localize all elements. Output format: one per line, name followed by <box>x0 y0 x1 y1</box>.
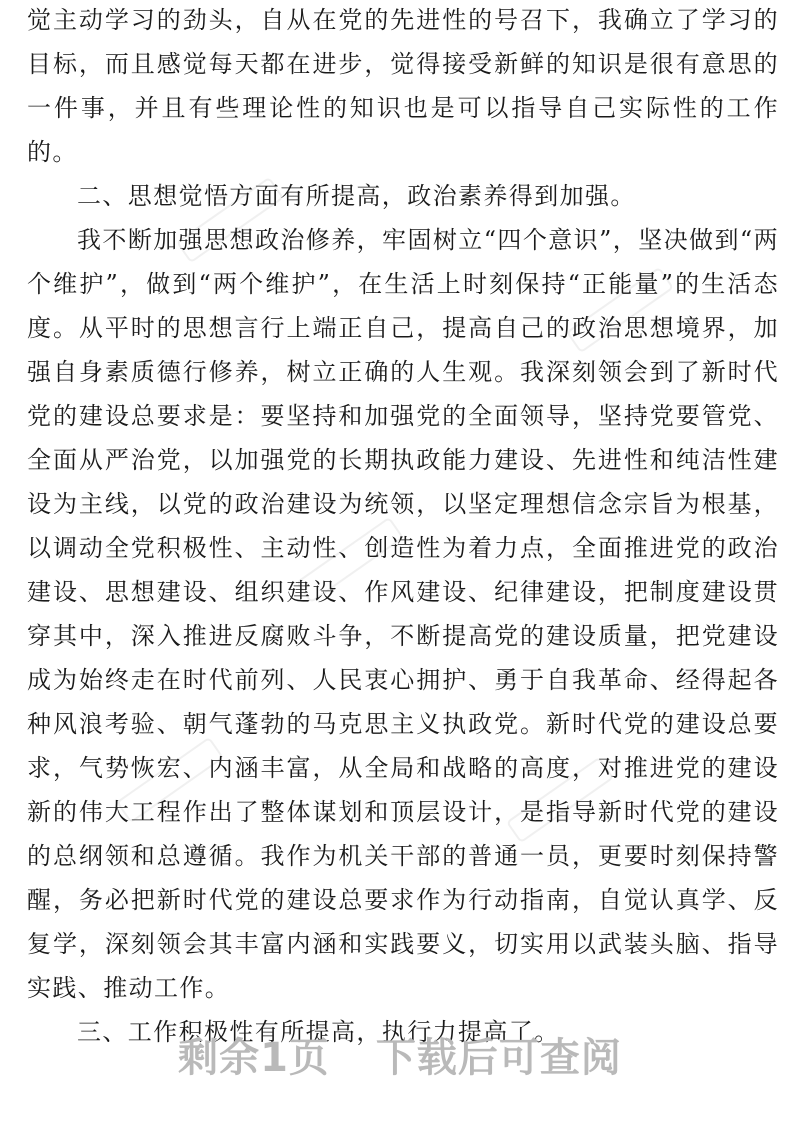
download-prompt-label: 下载后可查阅 <box>375 1035 622 1081</box>
paragraph-political-awareness: 我不断加强思想政治修养，牢固树立“四个意识”，坚决做到“两个维护”，做到“两个维护”，在生活上时刻保持“正能量”的生活态度。从平时的思想言行上端正自己，提高自己的政治思想境界，加强自身素质德行修养，树立正确的人生观。我深刻领会到了新时代党的建设总要求是：要坚持和加强党的全面领导，坚持党要管党、全面从严治党，以加强党的长期执政能力建设、先进性和纯洁性建设为主线，以党的政治建设为统领，以坚定理想信念宗旨为根基，以调动全党积极性、主动性、创造性为着力点，全面推进党的政治建设、思想建设、组织建设、作风建设、纪律建设，把制度建设贯穿其中，深入推进反腐败斗争，不断提高党的建设质量，把党建设成为始终走在时代前列、人民衷心拥护、勇于自我革命、经得起各种风浪考验、朝气蓬勃的马克思主义执政党。新时代党的建设总要求，气势恢宏、内涵丰富，从全局和战略的高度，对推进党的建设新的伟大工程作出了整体谋划和顶层设计，是指导新时代党的建设的总纲领和总遵循。我作为机关干部的普通一员，更要时刻保持警醒，务必把新时代党的建设总要求作为行动指南，自觉认真学、反复学，深刻领会其丰富内涵和实践要义，切实用以武装头脑、指导实践、推动工作。 <box>27 226 779 1002</box>
download-prompt-banner[interactable] <box>0 1030 800 1086</box>
section-heading-three: 三、工作积极性有所提高，执行力提高了。 <box>77 1018 560 1046</box>
remaining-pages-label: 剩余1页 <box>178 1035 330 1081</box>
document-body <box>27 0 779 1054</box>
section-heading-two: 二、思想觉悟方面有所提高，政治素养得到加强。 <box>77 182 636 210</box>
paragraph-continuation: 觉主动学习的劲头，自从在党的先进性的号召下，我确立了学习的目标，而且感觉每天都在进步，觉得接受新鲜的知识是很有意思的一件事，并且有些理论性的知识也是可以指导自己实际性的工作的。 <box>27 6 779 166</box>
